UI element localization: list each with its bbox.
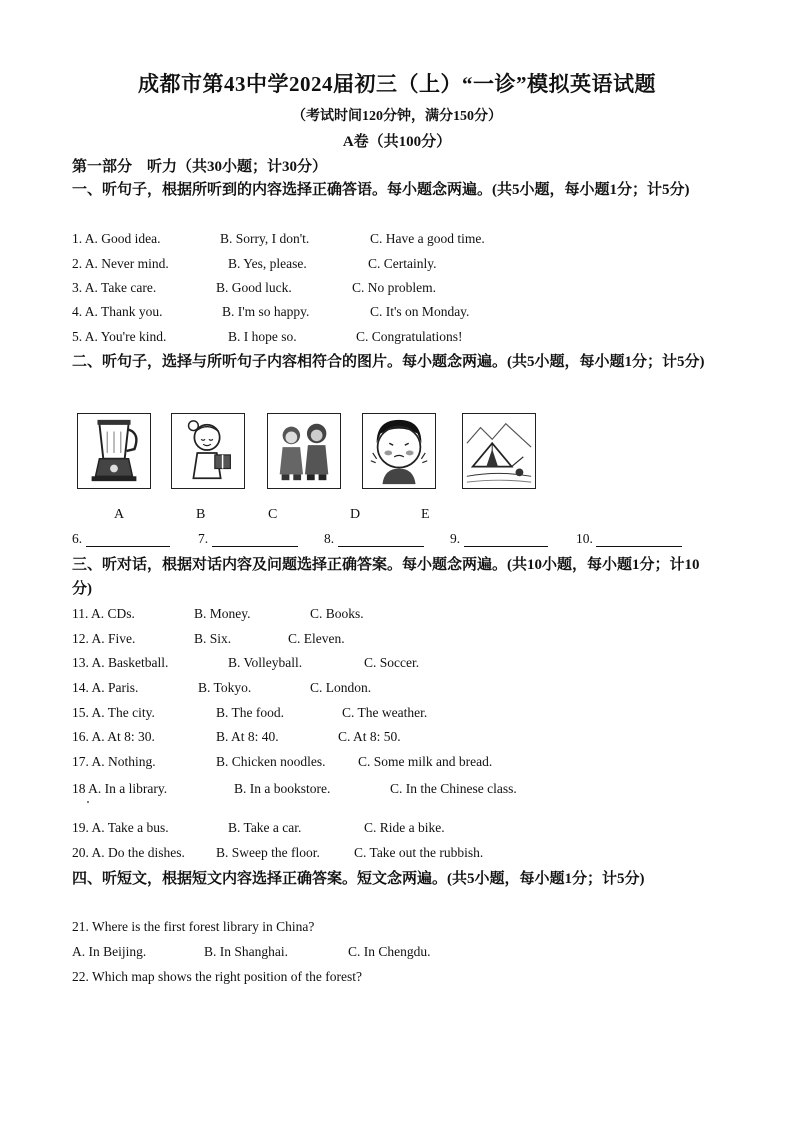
option-c: C. Congratulations! <box>356 329 463 344</box>
picture-a <box>77 413 151 489</box>
option-a: 1. A. Good idea. <box>72 231 161 246</box>
answer-blank-10[interactable] <box>576 531 682 547</box>
blank-number: 7. <box>198 531 209 546</box>
option-b: B. The food. <box>216 705 284 720</box>
picture-label-d: D <box>350 507 361 522</box>
option-c: C. Eleven. <box>288 631 345 646</box>
option-b: B. Chicken noodles. <box>216 754 326 769</box>
section2-heading: 二、听句子，选择与所听句子内容相符合的图片。每小题念两遍。(共5小题，每小题1分；计5分) <box>72 354 705 370</box>
blank-number: 9. <box>450 531 461 546</box>
stray-mark <box>87 801 89 803</box>
option-c: C. Books. <box>310 606 364 621</box>
option-c: C. In Chengdu. <box>348 944 431 959</box>
option-c: C. No problem. <box>352 280 436 295</box>
option-b: B. Money. <box>194 606 251 621</box>
picture-label-b: B <box>196 507 206 522</box>
option-a: 2. A. Never mind. <box>72 256 169 271</box>
blank-number: 10. <box>576 531 593 546</box>
option-a: 4. A. Thank you. <box>72 304 163 319</box>
option-b: B. In Shanghai. <box>204 944 288 959</box>
tent-camping-icon <box>463 414 535 488</box>
option-c: C. Take out the rubbish. <box>354 845 484 860</box>
question-22: 22. Which map shows the right position of the forest? <box>72 969 362 984</box>
option-a: 13. A. Basketball. <box>72 655 169 670</box>
blank-number: 6. <box>72 531 83 546</box>
option-b: B. In a bookstore. <box>234 781 331 796</box>
option-c: C. In the Chinese class. <box>390 781 517 796</box>
blank-number: 8. <box>324 531 335 546</box>
option-c: C. Soccer. <box>364 655 420 670</box>
picture-label-e: E <box>421 507 430 522</box>
option-b: B. Sorry, I don't. <box>220 231 310 246</box>
option-c: C. Ride a bike. <box>364 820 445 835</box>
question-21: 21. Where is the first forest library in China? <box>72 919 315 934</box>
option-c: C. The weather. <box>342 705 428 720</box>
option-c: C. Have a good time. <box>370 231 485 246</box>
option-c: C. Some milk and bread. <box>358 754 493 769</box>
section3-heading: 三、听对话，根据对话内容及问题选择正确答案。每小题念两遍。(共10小题，每小题1分；计10分) <box>72 557 700 597</box>
section4-heading: 四、听短文，根据短文内容选择正确答案。短文念两遍。(共5小题，每小题1分；计5分) <box>72 871 645 887</box>
option-a: 18 A. In a library. <box>72 781 168 796</box>
picture-label-c: C <box>268 507 278 522</box>
section1-heading: 一、听句子，根据所听到的内容选择正确答语。每小题念两遍。(共5小题，每小题1分；计5分) <box>72 182 690 198</box>
option-c: C. Certainly. <box>368 256 437 271</box>
option-a: 19. A. Take a bus. <box>72 820 169 835</box>
option-b: B. Take a car. <box>228 820 302 835</box>
part-heading: 第一部分 听力（共30小题；计30分） <box>72 159 328 175</box>
boy-cold-icon <box>363 414 435 488</box>
option-a: 11. A. CDs. <box>72 606 135 621</box>
picture-c <box>267 413 341 489</box>
option-b: B. Tokyo. <box>198 680 252 695</box>
picture-d <box>362 413 436 489</box>
children-in-winter-icon <box>268 414 340 488</box>
option-a: 5. A. You're kind. <box>72 329 167 344</box>
volume-heading: A卷（共100分） <box>342 134 452 150</box>
option-b: B. Sweep the floor. <box>216 845 320 860</box>
option-b: B. Volleyball. <box>228 655 303 670</box>
picture-b <box>171 413 245 489</box>
option-b: B. I hope so. <box>228 329 297 344</box>
option-a: 12. A. Five. <box>72 631 136 646</box>
option-b: B. Yes, please. <box>228 256 307 271</box>
option-a: 17. A. Nothing. <box>72 754 156 769</box>
option-c: C. At 8: 50. <box>338 729 401 744</box>
exam-time-note: （考试时间120分钟，满分150分） <box>292 109 502 124</box>
option-a: 20. A. Do the dishes. <box>72 845 185 860</box>
option-b: B. Good luck. <box>216 280 292 295</box>
option-a: 14. A. Paris. <box>72 680 139 695</box>
option-a: A. In Beijing. <box>72 944 147 959</box>
option-a: 15. A. The city. <box>72 705 155 720</box>
option-b: B. I'm so happy. <box>222 304 310 319</box>
option-a: 16. A. At 8: 30. <box>72 729 155 744</box>
page-title: 成都市第43中学2024届初三（上）“一诊”模拟英语试题 <box>138 72 656 96</box>
answer-blank-7[interactable] <box>198 531 298 547</box>
blender-icon <box>78 414 150 488</box>
answer-blank-8[interactable] <box>324 531 424 547</box>
answer-blank-9[interactable] <box>450 531 548 547</box>
picture-label-a: A <box>114 507 125 522</box>
option-c: C. It's on Monday. <box>370 304 470 319</box>
option-a: 3. A. Take care. <box>72 280 157 295</box>
picture-e <box>462 413 536 489</box>
option-c: C. London. <box>310 680 372 695</box>
option-b: B. At 8: 40. <box>216 729 279 744</box>
girl-with-gift-icon <box>172 414 244 488</box>
option-b: B. Six. <box>194 631 232 646</box>
answer-blank-6[interactable] <box>72 531 170 547</box>
